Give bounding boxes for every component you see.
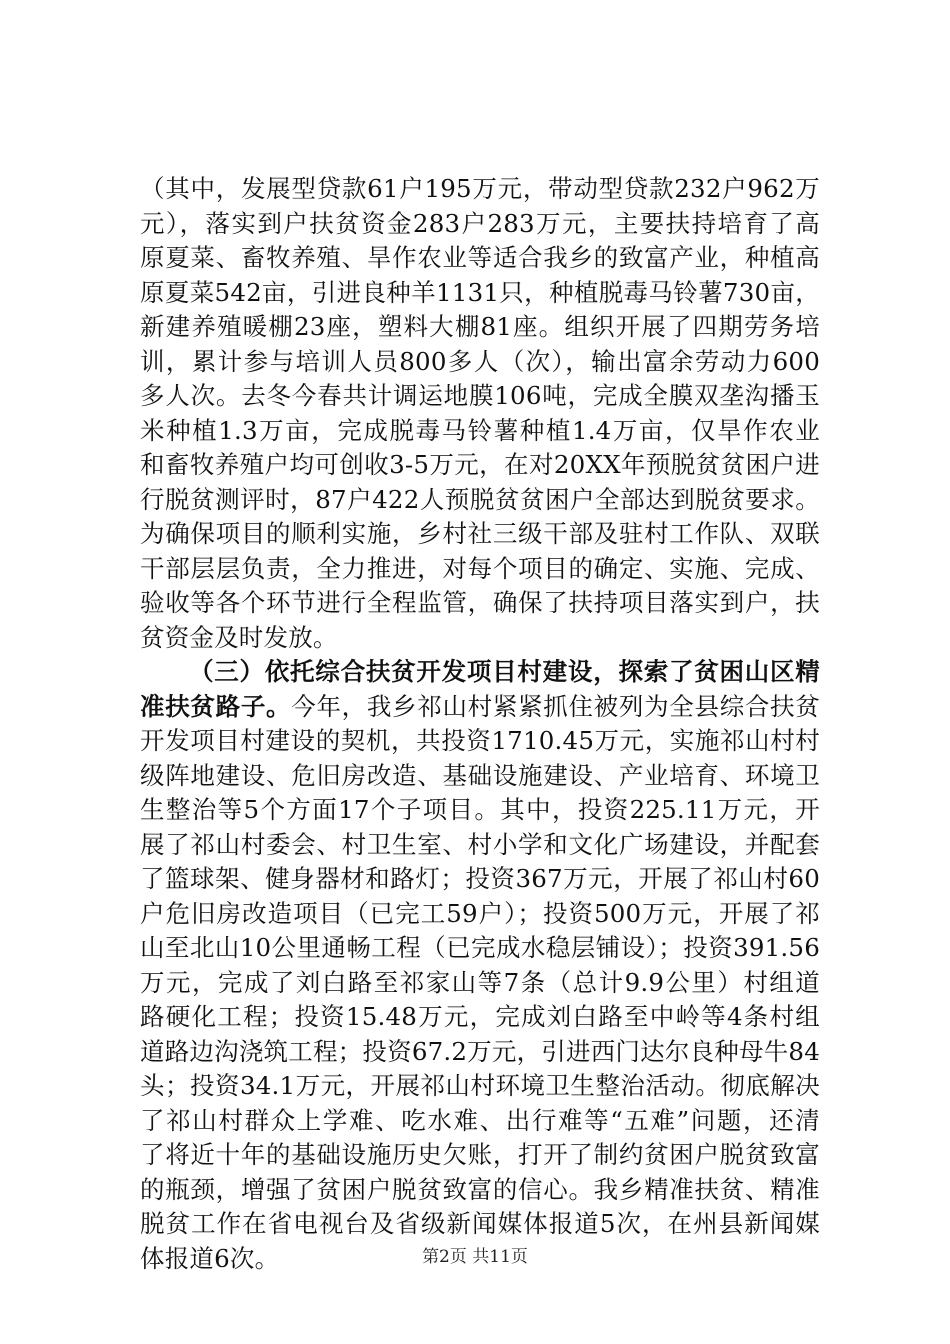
text-line: 体报道6次。	[140, 1243, 280, 1273]
text-line: 干部层层负责，全力推进，对每个项目的确定、实施、完成、	[140, 553, 820, 583]
text-line: 验收等各个环节进行全程监管，确保了扶持项目落实到户，扶	[140, 588, 820, 617]
text-line: 开发项目村建设的契机，共投资1710.45万元，实施祁山村村	[140, 726, 820, 755]
page-footer: 第2页 共11页	[422, 1247, 528, 1267]
text-line: 万元，完成了刘白路至祁家山等7条（总计9.9公里）村组道	[140, 967, 820, 997]
text-line: 原夏菜542亩，引进良种羊1131只，种植脱毒马铃薯730亩，	[140, 277, 820, 307]
text-line: 和畜牧养殖户均可创收3-5万元，在对20XX年预脱贫贫困户进	[140, 450, 820, 479]
section-heading-tail: 准扶贫路子。	[140, 691, 292, 721]
text-line: 了祁山村群众上学难、吃水难、出行难等“五难”问题，还清	[140, 1105, 820, 1135]
text-line: 山至北山10公里通畅工程（已完成水稳层铺设）；投资391.56	[140, 933, 820, 962]
text-line: 为确保项目的顺利实施，乡村社三级干部及驻村工作队、双联	[140, 519, 820, 548]
text-line: 头；投资34.1万元，开展祁山村环境卫生整治活动。彻底解决	[140, 1071, 820, 1100]
text-line: 级阵地建设、危旧房改造、基础设施建设、产业培育、环境卫	[140, 760, 820, 790]
text-line: 户危旧房改造项目（已完工59户）；投资500万元，开展了祁	[140, 898, 820, 928]
text-line: 元），落实到户扶贫资金283户283万元，主要扶持培育了高	[140, 208, 820, 238]
text-line: 行脱贫测评时，87户422人预脱贫贫困户全部达到脱贫要求。	[140, 484, 820, 514]
text-line: 了篮球架、健身器材和路灯；投资367万元，开展了祁山村60	[140, 864, 820, 893]
text-line: 生整治等5个方面17个子项目。其中，投资225.11万元，开	[140, 795, 820, 824]
text-line: 贫资金及时发放。	[140, 622, 338, 652]
text-line: 多人次。去冬今春共计调运地膜106吨，完成全膜双垄沟播玉	[140, 381, 820, 410]
text-line: 原夏菜、畜牧养殖、旱作农业等适合我乡的致富产业，种植高	[140, 243, 820, 272]
body-text	[140, 172, 820, 1276]
text-line: （其中，发展型贷款61户195万元，带动型贷款232户962万	[140, 174, 820, 203]
section-heading-line: （三）依托综合扶贫开发项目村建设，探索了贫困山区精	[189, 657, 820, 686]
text-line: 米种植1.3万亩，完成脱毒马铃薯种植1.4万亩，仅旱作农业	[140, 415, 820, 445]
text-span: 今年，我乡祁山村紧紧抓住被列为全县综合扶贫	[291, 691, 821, 721]
text-line: 脱贫工作在省电视台及省级新闻媒体报道5次，在州县新闻媒	[140, 1209, 820, 1238]
text-line	[140, 690, 820, 725]
text-line: 新建养殖暖棚23座，塑料大棚81座。组织开展了四期劳务培	[140, 312, 820, 341]
text-line: 展了祁山村委会、村卫生室、村小学和文化广场建设，并配套	[140, 829, 820, 859]
text-line: 了将近十年的基础设施历史欠账，打开了制约贫困户脱贫致富	[140, 1140, 820, 1169]
text-line: 训，累计参与培训人员800多人（次），输出富余劳动力600	[140, 346, 820, 376]
text-line: 路硬化工程；投资15.48万元，完成刘白路至中岭等4条村组	[140, 1002, 820, 1031]
text-line: 道路边沟浇筑工程；投资67.2万元，引进西门达尔良种母牛84	[140, 1036, 820, 1066]
text-line: 的瓶颈，增强了贫困户脱贫致富的信心。我乡精准扶贫、精准	[140, 1174, 820, 1204]
